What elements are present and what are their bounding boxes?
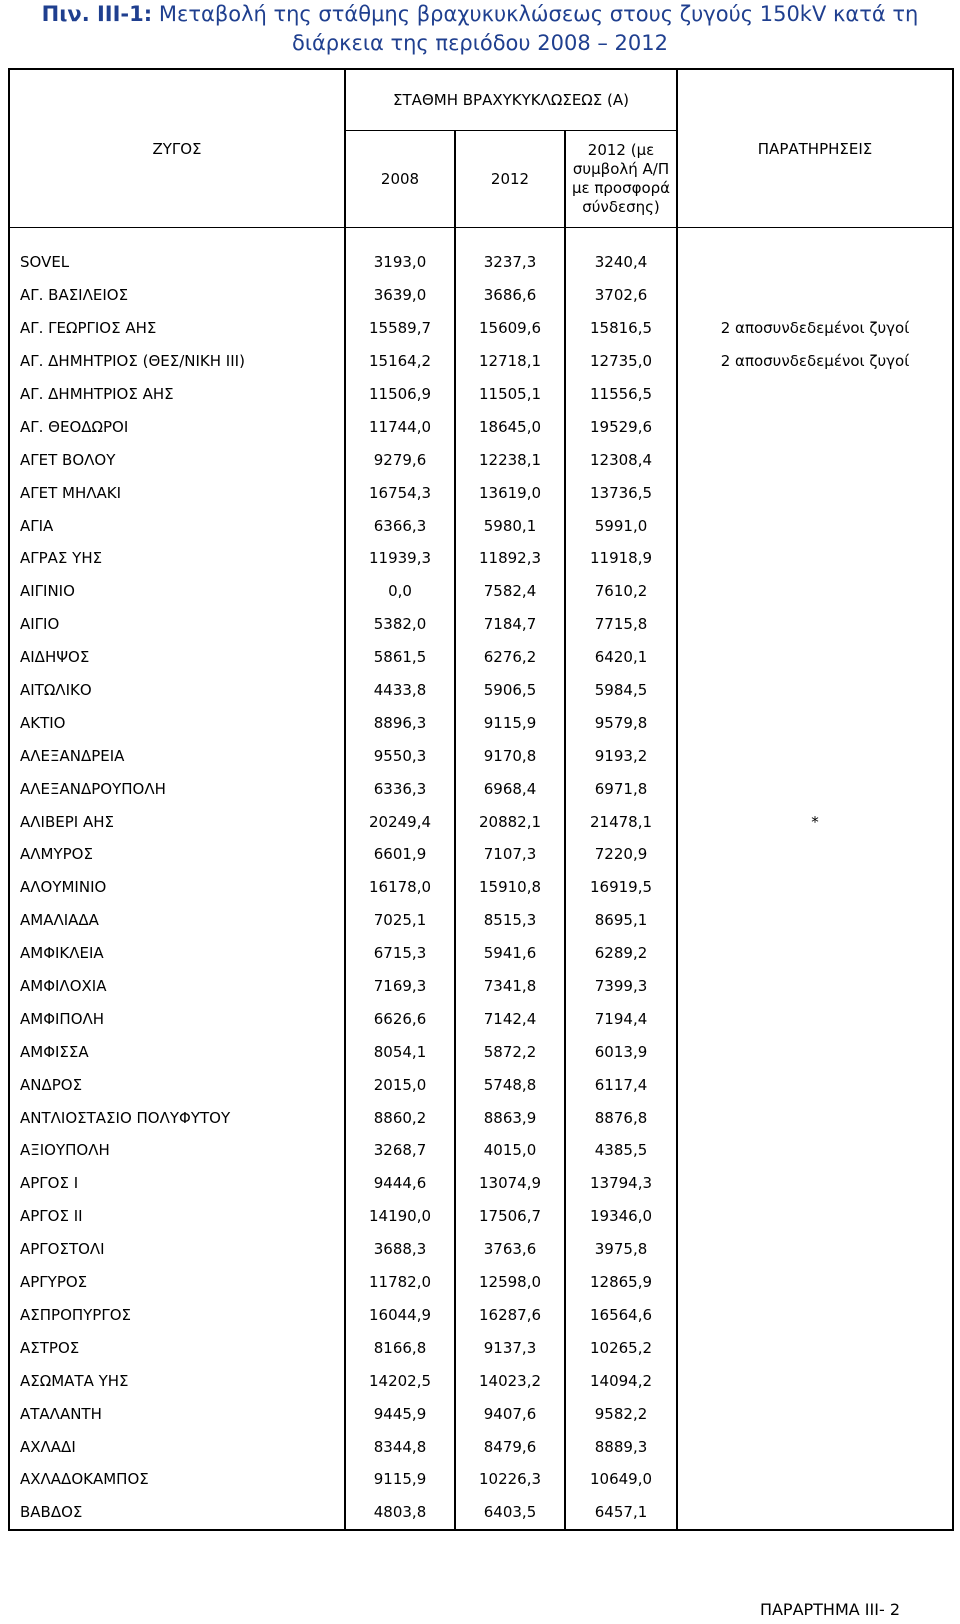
cell-2012: 15609,6 bbox=[455, 312, 565, 345]
cell-notes bbox=[677, 378, 953, 411]
cell-2012: 13619,0 bbox=[455, 476, 565, 509]
cell-2008: 4433,8 bbox=[345, 674, 455, 707]
cell-notes bbox=[677, 509, 953, 542]
cell-2012-wind: 9579,8 bbox=[565, 706, 677, 739]
cell-notes bbox=[677, 608, 953, 641]
cell-2012-wind: 4385,5 bbox=[565, 1134, 677, 1167]
cell-notes bbox=[677, 1200, 953, 1233]
cell-bus: ΑΝΔΡΟΣ bbox=[9, 1068, 345, 1101]
cell-notes bbox=[677, 1364, 953, 1397]
cell-2012-wind: 10265,2 bbox=[565, 1331, 677, 1364]
cell-notes bbox=[677, 575, 953, 608]
cell-2012: 13074,9 bbox=[455, 1167, 565, 1200]
table-row bbox=[9, 1331, 953, 1364]
cell-2008: 11782,0 bbox=[345, 1266, 455, 1299]
cell-bus: ΑΓΕΤ ΒΟΛΟΥ bbox=[9, 443, 345, 476]
header-row-top bbox=[9, 69, 953, 131]
cell-2008: 9115,9 bbox=[345, 1463, 455, 1496]
cell-2012-wind: 3975,8 bbox=[565, 1233, 677, 1266]
cell-2012: 8863,9 bbox=[455, 1101, 565, 1134]
cell-notes bbox=[677, 1430, 953, 1463]
cell-notes bbox=[677, 1002, 953, 1035]
table-row bbox=[9, 706, 953, 739]
table-row bbox=[9, 246, 953, 279]
cell-bus: ΑΧΛΑΔΙ bbox=[9, 1430, 345, 1463]
cell-2012: 12598,0 bbox=[455, 1266, 565, 1299]
cell-2012: 6968,4 bbox=[455, 772, 565, 805]
cell-notes bbox=[677, 772, 953, 805]
cell-2008: 15589,7 bbox=[345, 312, 455, 345]
table-row bbox=[9, 1035, 953, 1068]
table-row bbox=[9, 575, 953, 608]
title-line-2: διάρκεια της περιόδου 2008 – 2012 bbox=[292, 31, 668, 55]
cell-notes bbox=[677, 937, 953, 970]
cell-2012-wind: 14094,2 bbox=[565, 1364, 677, 1397]
cell-bus: ΑΛΙΒΕΡΙ ΑΗΣ bbox=[9, 805, 345, 838]
cell-notes bbox=[677, 739, 953, 772]
cell-bus: ΑΓ. ΓΕΩΡΓΙΟΣ ΑΗΣ bbox=[9, 312, 345, 345]
cell-bus: ΑΡΓΥΡΟΣ bbox=[9, 1266, 345, 1299]
cell-bus: ΑΜΦΙΠΟΛΗ bbox=[9, 1002, 345, 1035]
table-row bbox=[9, 838, 953, 871]
header-2008: 2008 bbox=[345, 131, 455, 228]
cell-bus: ΒΑΒΔΟΣ bbox=[9, 1496, 345, 1530]
table-row bbox=[9, 1233, 953, 1266]
cell-2012-wind: 12865,9 bbox=[565, 1266, 677, 1299]
cell-2012-wind: 13736,5 bbox=[565, 476, 677, 509]
cell-2008: 8054,1 bbox=[345, 1035, 455, 1068]
cell-2012: 3763,6 bbox=[455, 1233, 565, 1266]
cell-bus: ΑΣΩΜΑΤΑ ΥΗΣ bbox=[9, 1364, 345, 1397]
cell-notes bbox=[677, 1134, 953, 1167]
cell-2012-wind: 8876,8 bbox=[565, 1101, 677, 1134]
cell-2012: 14023,2 bbox=[455, 1364, 565, 1397]
table-row bbox=[9, 378, 953, 411]
cell-2012-wind: 3702,6 bbox=[565, 279, 677, 312]
cell-2012: 16287,6 bbox=[455, 1299, 565, 1332]
cell-bus: ΑΜΦΙΛΟΧΙΑ bbox=[9, 970, 345, 1003]
cell-2012-wind: 7399,3 bbox=[565, 970, 677, 1003]
cell-2008: 9445,9 bbox=[345, 1397, 455, 1430]
cell-notes bbox=[677, 838, 953, 871]
cell-2012-wind: 6117,4 bbox=[565, 1068, 677, 1101]
table-row bbox=[9, 937, 953, 970]
cell-2012: 5748,8 bbox=[455, 1068, 565, 1101]
table-row bbox=[9, 641, 953, 674]
cell-2008: 8896,3 bbox=[345, 706, 455, 739]
cell-2008: 3688,3 bbox=[345, 1233, 455, 1266]
cell-2012: 11505,1 bbox=[455, 378, 565, 411]
cell-2012: 9137,3 bbox=[455, 1331, 565, 1364]
table-row bbox=[9, 1299, 953, 1332]
cell-bus: ΑΓΕΤ ΜΗΛΑΚΙ bbox=[9, 476, 345, 509]
cell-2008: 2015,0 bbox=[345, 1068, 455, 1101]
cell-2008: 7169,3 bbox=[345, 970, 455, 1003]
cell-bus: ΑΓ. ΘΕΟΔΩΡΟΙ bbox=[9, 410, 345, 443]
cell-notes bbox=[677, 1068, 953, 1101]
table-number: Πιν. ΙΙΙ-1: bbox=[41, 2, 153, 26]
short-circuit-table bbox=[8, 68, 954, 1531]
cell-2012: 3237,3 bbox=[455, 246, 565, 279]
cell-bus: ΑΡΓΟΣΤΟΛΙ bbox=[9, 1233, 345, 1266]
header-2012: 2012 bbox=[455, 131, 565, 228]
cell-bus: ΑΜΑΛΙΑΔΑ bbox=[9, 904, 345, 937]
cell-2012-wind: 7610,2 bbox=[565, 575, 677, 608]
cell-2012: 7582,4 bbox=[455, 575, 565, 608]
cell-2012-wind: 15816,5 bbox=[565, 312, 677, 345]
cell-2012-wind: 7220,9 bbox=[565, 838, 677, 871]
table-row bbox=[9, 608, 953, 641]
cell-2012: 5906,5 bbox=[455, 674, 565, 707]
cell-bus: ΑΛΕΞΑΝΔΡΕΙΑ bbox=[9, 739, 345, 772]
cell-bus: ΑΙΓΙΟ bbox=[9, 608, 345, 641]
cell-2012: 17506,7 bbox=[455, 1200, 565, 1233]
cell-2012-wind: 5984,5 bbox=[565, 674, 677, 707]
table-row bbox=[9, 345, 953, 378]
cell-2012-wind: 3240,4 bbox=[565, 246, 677, 279]
cell-notes bbox=[677, 706, 953, 739]
cell-bus: ΑΓ. ΒΑΣΙΛΕΙΟΣ bbox=[9, 279, 345, 312]
cell-notes bbox=[677, 1167, 953, 1200]
cell-2008: 3193,0 bbox=[345, 246, 455, 279]
cell-2008: 9279,6 bbox=[345, 443, 455, 476]
cell-2012-wind: 8889,3 bbox=[565, 1430, 677, 1463]
cell-2008: 8860,2 bbox=[345, 1101, 455, 1134]
cell-2008: 7025,1 bbox=[345, 904, 455, 937]
cell-2008: 5382,0 bbox=[345, 608, 455, 641]
cell-2012: 5941,6 bbox=[455, 937, 565, 970]
cell-2012: 10226,3 bbox=[455, 1463, 565, 1496]
cell-2012-wind: 12308,4 bbox=[565, 443, 677, 476]
table-row bbox=[9, 443, 953, 476]
cell-2008: 16754,3 bbox=[345, 476, 455, 509]
cell-2012-wind: 16564,6 bbox=[565, 1299, 677, 1332]
cell-2008: 15164,2 bbox=[345, 345, 455, 378]
cell-2012: 5980,1 bbox=[455, 509, 565, 542]
table-row bbox=[9, 904, 953, 937]
cell-2012: 20882,1 bbox=[455, 805, 565, 838]
cell-2012-wind: 6971,8 bbox=[565, 772, 677, 805]
cell-2012-wind: 9193,2 bbox=[565, 739, 677, 772]
table-row bbox=[9, 805, 953, 838]
cell-2012: 6403,5 bbox=[455, 1496, 565, 1530]
cell-notes bbox=[677, 1331, 953, 1364]
cell-2008: 3268,7 bbox=[345, 1134, 455, 1167]
cell-2008: 11506,9 bbox=[345, 378, 455, 411]
cell-bus: ΑΙΤΩΛΙΚΟ bbox=[9, 674, 345, 707]
cell-2012-wind: 6013,9 bbox=[565, 1035, 677, 1068]
cell-notes bbox=[677, 246, 953, 279]
cell-2012: 7142,4 bbox=[455, 1002, 565, 1035]
cell-2012-wind: 6289,2 bbox=[565, 937, 677, 970]
cell-bus: ΑΚΤΙΟ bbox=[9, 706, 345, 739]
table-row bbox=[9, 772, 953, 805]
table-row bbox=[9, 1101, 953, 1134]
header-spacer-row bbox=[9, 228, 953, 247]
cell-2012-wind: 9582,2 bbox=[565, 1397, 677, 1430]
cell-notes bbox=[677, 443, 953, 476]
cell-2012: 9115,9 bbox=[455, 706, 565, 739]
cell-2012-wind: 11918,9 bbox=[565, 542, 677, 575]
cell-bus: ΑΓΡΑΣ ΥΗΣ bbox=[9, 542, 345, 575]
table-row bbox=[9, 1068, 953, 1101]
cell-bus: ΑΤΑΛΑΝΤΗ bbox=[9, 1397, 345, 1430]
cell-bus: ΑΧΛΑΔΟΚΑΜΠΟΣ bbox=[9, 1463, 345, 1496]
cell-2008: 14190,0 bbox=[345, 1200, 455, 1233]
page-footer: ΠΑΡΑΡΤΗΜΑ ΙΙΙ- 2 bbox=[759, 1600, 900, 1619]
cell-2012-wind: 7715,8 bbox=[565, 608, 677, 641]
cell-bus: ΑΓ. ΔΗΜΗΤΡΙΟΣ (ΘΕΣ/ΝΙΚΗ ΙΙΙ) bbox=[9, 345, 345, 378]
cell-2008: 5861,5 bbox=[345, 641, 455, 674]
table-row bbox=[9, 1397, 953, 1430]
cell-2012: 5872,2 bbox=[455, 1035, 565, 1068]
cell-2012-wind: 19529,6 bbox=[565, 410, 677, 443]
cell-bus: ΑΛΟΥΜΙΝΙΟ bbox=[9, 871, 345, 904]
cell-2008: 16044,9 bbox=[345, 1299, 455, 1332]
cell-2012-wind: 11556,5 bbox=[565, 378, 677, 411]
cell-2012: 7107,3 bbox=[455, 838, 565, 871]
table-row bbox=[9, 312, 953, 345]
cell-2012: 6276,2 bbox=[455, 641, 565, 674]
cell-2008: 11744,0 bbox=[345, 410, 455, 443]
cell-2012: 8479,6 bbox=[455, 1430, 565, 1463]
cell-notes bbox=[677, 641, 953, 674]
cell-2012: 3686,6 bbox=[455, 279, 565, 312]
table-row bbox=[9, 509, 953, 542]
cell-2012-wind: 5991,0 bbox=[565, 509, 677, 542]
cell-bus: ΑΞΙΟΥΠΟΛΗ bbox=[9, 1134, 345, 1167]
cell-2012: 8515,3 bbox=[455, 904, 565, 937]
cell-2012-wind: 13794,3 bbox=[565, 1167, 677, 1200]
table-row bbox=[9, 1002, 953, 1035]
cell-2012-wind: 12735,0 bbox=[565, 345, 677, 378]
cell-2008: 6366,3 bbox=[345, 509, 455, 542]
cell-notes bbox=[677, 1233, 953, 1266]
cell-notes bbox=[677, 1397, 953, 1430]
table-row bbox=[9, 1430, 953, 1463]
cell-2012: 11892,3 bbox=[455, 542, 565, 575]
cell-notes bbox=[677, 1266, 953, 1299]
cell-2008: 6336,3 bbox=[345, 772, 455, 805]
cell-2012: 4015,0 bbox=[455, 1134, 565, 1167]
table-row bbox=[9, 970, 953, 1003]
cell-notes bbox=[677, 871, 953, 904]
table-row bbox=[9, 410, 953, 443]
cell-2012-wind: 16919,5 bbox=[565, 871, 677, 904]
cell-2008: 11939,3 bbox=[345, 542, 455, 575]
cell-2008: 8166,8 bbox=[345, 1331, 455, 1364]
table-row bbox=[9, 1134, 953, 1167]
cell-2008: 16178,0 bbox=[345, 871, 455, 904]
cell-2008: 9444,6 bbox=[345, 1167, 455, 1200]
header-2012-with-wind: 2012 (με συμβολή Α/Π με προσφορά σύνδεσης) bbox=[565, 131, 677, 228]
title-line-1: Μεταβολή της στάθμης βραχυκυκλώσεως στους ζυγούς 150kV κατά τη bbox=[158, 2, 919, 26]
cell-bus: ΑΙΓΙΝΙΟ bbox=[9, 575, 345, 608]
cell-bus: ΑΓΙΑ bbox=[9, 509, 345, 542]
document-title bbox=[0, 0, 960, 58]
header-notes: ΠΑΡΑΤΗΡΗΣΕΙΣ bbox=[677, 69, 953, 228]
table-row bbox=[9, 1496, 953, 1530]
cell-2012: 9407,6 bbox=[455, 1397, 565, 1430]
table-row bbox=[9, 542, 953, 575]
cell-notes: * bbox=[677, 805, 953, 838]
cell-notes bbox=[677, 1101, 953, 1134]
cell-2008: 9550,3 bbox=[345, 739, 455, 772]
cell-2012-wind: 19346,0 bbox=[565, 1200, 677, 1233]
table-row bbox=[9, 1463, 953, 1496]
cell-notes bbox=[677, 542, 953, 575]
cell-bus: ΑΣΠΡΟΠΥΡΓΟΣ bbox=[9, 1299, 345, 1332]
cell-2008: 4803,8 bbox=[345, 1496, 455, 1530]
table-row bbox=[9, 1266, 953, 1299]
cell-2012: 12238,1 bbox=[455, 443, 565, 476]
table-row bbox=[9, 279, 953, 312]
table-row bbox=[9, 871, 953, 904]
cell-2012-wind: 6457,1 bbox=[565, 1496, 677, 1530]
header-bus: ΖΥΓΟΣ bbox=[9, 69, 345, 228]
cell-notes: 2 αποσυνδεδεμένοι ζυγοί bbox=[677, 345, 953, 378]
cell-bus: ΑΡΓΟΣ Ι bbox=[9, 1167, 345, 1200]
cell-notes bbox=[677, 1496, 953, 1530]
cell-2012-wind: 8695,1 bbox=[565, 904, 677, 937]
table-row bbox=[9, 476, 953, 509]
cell-notes bbox=[677, 904, 953, 937]
cell-2012: 12718,1 bbox=[455, 345, 565, 378]
table-row bbox=[9, 674, 953, 707]
header-level-group: ΣΤΑΘΜΗ ΒΡΑΧΥΚΥΚΛΩΣΕΩΣ (Α) bbox=[345, 69, 677, 131]
cell-bus: ΑΛΕΞΑΝΔΡΟΥΠΟΛΗ bbox=[9, 772, 345, 805]
cell-2012: 7184,7 bbox=[455, 608, 565, 641]
cell-2012: 9170,8 bbox=[455, 739, 565, 772]
table-row bbox=[9, 1364, 953, 1397]
cell-notes bbox=[677, 674, 953, 707]
cell-2012: 18645,0 bbox=[455, 410, 565, 443]
cell-2008: 6626,6 bbox=[345, 1002, 455, 1035]
cell-notes bbox=[677, 1299, 953, 1332]
cell-bus: ΑΜΦΙΣΣΑ bbox=[9, 1035, 345, 1068]
cell-notes bbox=[677, 970, 953, 1003]
cell-2012-wind: 10649,0 bbox=[565, 1463, 677, 1496]
cell-bus: ΑΜΦΙΚΛΕΙΑ bbox=[9, 937, 345, 970]
cell-2008: 0,0 bbox=[345, 575, 455, 608]
cell-2008: 6601,9 bbox=[345, 838, 455, 871]
table-row bbox=[9, 1200, 953, 1233]
table-row bbox=[9, 1167, 953, 1200]
cell-bus: ΑΝΤΛΙΟΣΤΑΣΙΟ ΠΟΛΥΦΥΤΟΥ bbox=[9, 1101, 345, 1134]
cell-2008: 8344,8 bbox=[345, 1430, 455, 1463]
cell-2008: 6715,3 bbox=[345, 937, 455, 970]
cell-2012: 15910,8 bbox=[455, 871, 565, 904]
cell-bus: ΑΡΓΟΣ ΙΙ bbox=[9, 1200, 345, 1233]
cell-2012-wind: 6420,1 bbox=[565, 641, 677, 674]
cell-bus: ΑΣΤΡΟΣ bbox=[9, 1331, 345, 1364]
cell-bus: SOVEL bbox=[9, 246, 345, 279]
cell-notes bbox=[677, 1463, 953, 1496]
cell-2008: 20249,4 bbox=[345, 805, 455, 838]
cell-notes bbox=[677, 410, 953, 443]
cell-notes: 2 αποσυνδεδεμένοι ζυγοί bbox=[677, 312, 953, 345]
cell-2008: 14202,5 bbox=[345, 1364, 455, 1397]
cell-bus: ΑΓ. ΔΗΜΗΤΡΙΟΣ ΑΗΣ bbox=[9, 378, 345, 411]
cell-bus: ΑΙΔΗΨΟΣ bbox=[9, 641, 345, 674]
cell-notes bbox=[677, 279, 953, 312]
cell-2012: 7341,8 bbox=[455, 970, 565, 1003]
cell-bus: ΑΛΜΥΡΟΣ bbox=[9, 838, 345, 871]
cell-2012-wind: 21478,1 bbox=[565, 805, 677, 838]
cell-notes bbox=[677, 476, 953, 509]
cell-2008: 3639,0 bbox=[345, 279, 455, 312]
table-row bbox=[9, 739, 953, 772]
cell-notes bbox=[677, 1035, 953, 1068]
cell-2012-wind: 7194,4 bbox=[565, 1002, 677, 1035]
